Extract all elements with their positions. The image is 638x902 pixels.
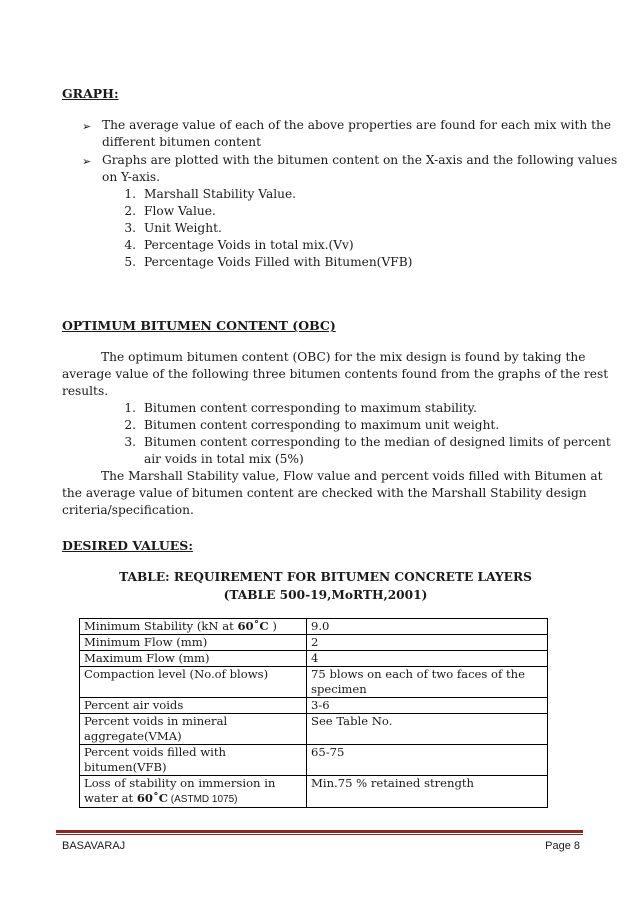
list-number: 1. [124,401,136,415]
table-row [80,667,548,698]
graph-item-2: Flow Value. [144,204,216,218]
graph-bullet-1-line-1: The average value of each of the above properties are found for each mix with the [102,118,612,132]
bullet-arrow-icon: ➢ [82,120,92,133]
cell-text: Minimum Stability (kN at [84,619,238,633]
graph-item-4: Percentage Voids in total mix.(Vv) [144,238,354,252]
table-row [80,635,548,651]
footer-page-number: Page 8 [545,840,580,852]
obc-para1-line-1: The optimum bitumen content (OBC) for the mix design is found by taking the [101,350,586,364]
table-cell-label [80,745,307,776]
footer-rule [56,834,583,835]
obc-heading: OPTIMUM BITUMEN CONTENT (OBC) [62,318,336,333]
table-cell-value: 9.0 [307,619,548,635]
table-cell-label: Compaction level (No.of blows) [80,667,307,698]
table-row [80,698,548,714]
cell-text: Loss of stability on immersion in [84,776,276,790]
obc-item-3-line-2: air voids in total mix (5%) [144,452,304,466]
obc-item-2: Bitumen content corresponding to maximum unit weight. [144,418,500,432]
table-cell-value: See Table No. [307,714,548,745]
obc-para2-line-1: The Marshall Stability value, Flow value and percent voids filled with Bitumen at [101,469,603,483]
table-row [80,745,548,776]
table-row [80,619,548,635]
obc-para2-line-2: the average value of bitumen content are checked with the Marshall Stability design [62,486,587,500]
table-cell-label [80,714,307,745]
obc-para2-line-3: criteria/specification. [62,503,194,517]
table-row [80,776,548,808]
graph-heading: GRAPH: [62,86,119,101]
desired-heading: DESIRED VALUES: [62,538,193,553]
list-number: 5. [124,255,136,269]
cell-text: aggregate(VMA) [84,729,182,743]
graph-bullet-1-line-2: different bitumen content [102,135,262,149]
table-row [80,651,548,667]
table-cell-label [80,776,307,808]
requirements-table [79,618,548,808]
table-subtitle: (TABLE 500-19,MoRTH,2001) [223,588,428,602]
graph-item-1: Marshall Stability Value. [144,187,297,201]
graph-item-3: Unit Weight. [144,221,222,235]
bullet-arrow-icon: ➢ [82,155,92,168]
table-cell-label [80,619,307,635]
table-cell-label: Maximum Flow (mm) [80,651,307,667]
table-row [80,714,548,745]
obc-para1-line-2: average value of the following three bitumen contents found from the graphs of the rest [62,367,609,381]
list-number: 2. [124,418,136,432]
table-cell-label: Percent air voids [80,698,307,714]
cell-text: ) [268,619,277,633]
table-cell-value: 2 [307,635,548,651]
list-number: 3. [124,221,136,235]
table-cell-value: Min.75 % retained strength [307,776,548,808]
graph-item-5: Percentage Voids Filled with Bitumen(VFB) [144,255,413,269]
cell-text: specimen [311,682,367,696]
table-title: TABLE: REQUIREMENT FOR BITUMEN CONCRETE LAYERS [119,570,532,584]
list-number: 1. [124,187,136,201]
footer-rule [56,830,583,833]
graph-bullet-2-line-2: on Y-axis. [102,170,161,184]
list-number: 4. [124,238,136,252]
cell-text: water at [84,791,137,805]
graph-bullet-2-line-1: Graphs are plotted with the bitumen content on the X-axis and the following values [102,153,618,167]
cell-text: (ASTMD 1075) [168,794,238,805]
table-cell-value: 4 [307,651,548,667]
cell-text: bitumen(VFB) [84,760,167,774]
cell-text-bold: 60˚C [237,619,269,633]
list-number: 2. [124,204,136,218]
table-cell-value [307,667,548,698]
obc-item-1: Bitumen content corresponding to maximum stability. [144,401,477,415]
obc-item-3-line-1: Bitumen content corresponding to the median of designed limits of percent [144,435,611,449]
cell-text: Percent voids filled with [84,745,227,759]
table-cell-value: 3-6 [307,698,548,714]
cell-text-bold: 60˚C [136,791,169,805]
table-cell-value: 65-75 [307,745,548,776]
cell-text: Percent voids in mineral [84,714,228,728]
table-cell-label: Minimum Flow (mm) [80,635,307,651]
obc-para1-line-3: results. [62,384,109,398]
list-number: 3. [124,435,136,449]
footer-author: BASAVARAJ [62,840,126,852]
cell-text: 75 blows on each of two faces of the [311,667,525,681]
